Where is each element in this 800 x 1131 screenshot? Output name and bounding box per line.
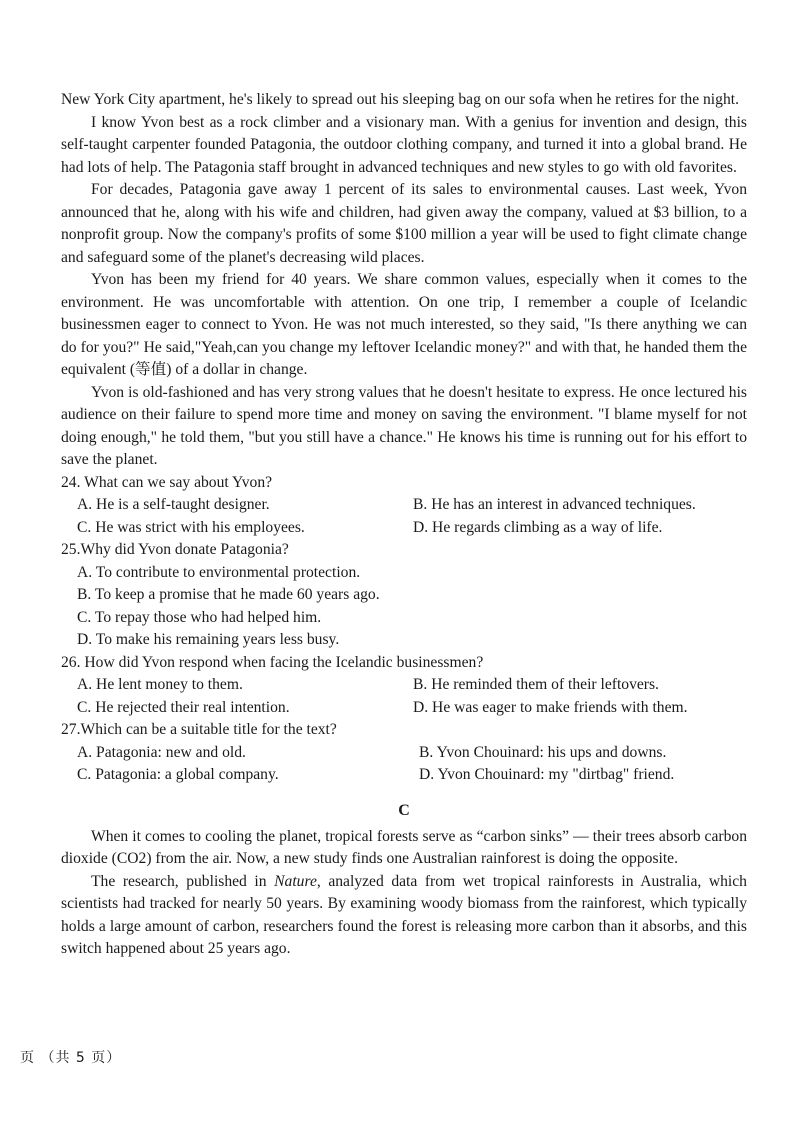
option-d: D. He was eager to make friends with them. (413, 698, 688, 716)
question-27 (61, 719, 747, 787)
question-options (61, 494, 747, 539)
page-footer: 页 （共 5 页） (20, 1050, 122, 1066)
option-d: D. He regards climbing as a way of life. (413, 518, 663, 536)
option-d: D. To make his remaining years less busy. (77, 631, 340, 648)
question-stem: 25.Why did Yvon donate Patagonia? (61, 541, 289, 558)
option-a: A. He is a self-taught designer. (77, 496, 270, 513)
passage-paragraph-5: Yvon is old-fashioned and has very strong values that he doesn't hesitate to express. He once lectured his audience on their failure to spend more time and money on saving the environment. "I blame myself for not doing enough," he told them, "but you still have a chance." He knows his time is running out for his effort to save the planet. (61, 383, 747, 468)
option-c: C. He rejected their real intention. (77, 698, 290, 716)
question-options (61, 562, 747, 652)
option-d: D. Yvon Chouinard: my "dirtbag" friend. (419, 766, 675, 783)
question-options (61, 742, 747, 787)
option-b: B. He reminded them of their leftovers. (413, 676, 659, 693)
option-b: B. He has an interest in advanced techniques. (413, 496, 696, 513)
option-c: C. Patagonia: a global company. (77, 766, 279, 783)
passage-paragraph-1: New York City apartment, he's likely to spread out his sleeping bag on our sofa when he retires for the night. (61, 91, 739, 108)
passage-paragraph-2: I know Yvon best as a rock climber and a visionary man. With a genius for invention and design, this self-taught carpenter founded Patagonia, the outdoor clothing company, and turned it into a global brand. He had lots of help. The Patagonia staff brought in advanced techniques and new styles to go with old favorites. (61, 113, 747, 176)
option-b: B. Yvon Chouinard: his ups and downs. (419, 743, 667, 761)
text-run: The research, published in (91, 872, 275, 890)
journal-name: Nature (274, 872, 317, 890)
option-c: C. To repay those who had helped him. (77, 608, 322, 626)
document-page (61, 89, 747, 961)
section-c-heading: C (398, 801, 410, 819)
text-run: , analyzed data from wet tropical rainforests in Australia, which scientists had tracked for nearly 50 years. By examining woody biomass from the rainforest, which typically holds a large amount of carbon, researchers found the forest is releasing more carbon than it absorbs, and this switch happened about 25 years ago. (61, 872, 747, 957)
option-a: A. Patagonia: new and old. (77, 743, 246, 761)
question-stem: 24. What can we say about Yvon? (61, 473, 273, 491)
section-c-paragraph-2 (61, 871, 747, 961)
question-stem: 26. How did Yvon respond when facing the Icelandic businessmen? (61, 653, 484, 671)
question-options (61, 674, 747, 719)
question-26 (61, 652, 747, 720)
question-24 (61, 472, 747, 540)
option-a: A. He lent money to them. (77, 676, 243, 693)
option-a: A. To contribute to environmental protection. (77, 563, 361, 581)
passage-paragraph-4: Yvon has been my friend for 40 years. We share common values, especially when it comes to the environment. He was uncomfortable with attention. On one trip, I remember a couple of Icelandic businessmen eager to connect to Yvon. He was not much interested, so they said, "Is there anything we can do for you?" He said,"Yeah,can you change my leftover Icelandic money?" and with that, he handed them the equivalent (等值) of a dollar in change. (61, 271, 747, 378)
option-b: B. To keep a promise that he made 60 years ago. (77, 586, 380, 603)
question-25 (61, 539, 747, 652)
passage-paragraph-3: For decades, Patagonia gave away 1 percent of its sales to environmental causes. Last week, Yvon announced that he, along with his wife and children, had given away the company, valued at $3 billion, to a nonprofit group. Now the company's profits of some $100 million a year will be used to fight climate change and safeguard some of the planet's decreasing wild places. (61, 181, 747, 266)
section-c-paragraph-1: When it comes to cooling the planet, tropical forests serve as “carbon sinks” — their trees absorb carbon dioxide (CO2) from the air. Now, a new study finds one Australian rainforest is doing the opposite. (61, 827, 747, 867)
question-stem: 27.Which can be a suitable title for the text? (61, 721, 337, 738)
option-c: C. He was strict with his employees. (77, 518, 305, 536)
